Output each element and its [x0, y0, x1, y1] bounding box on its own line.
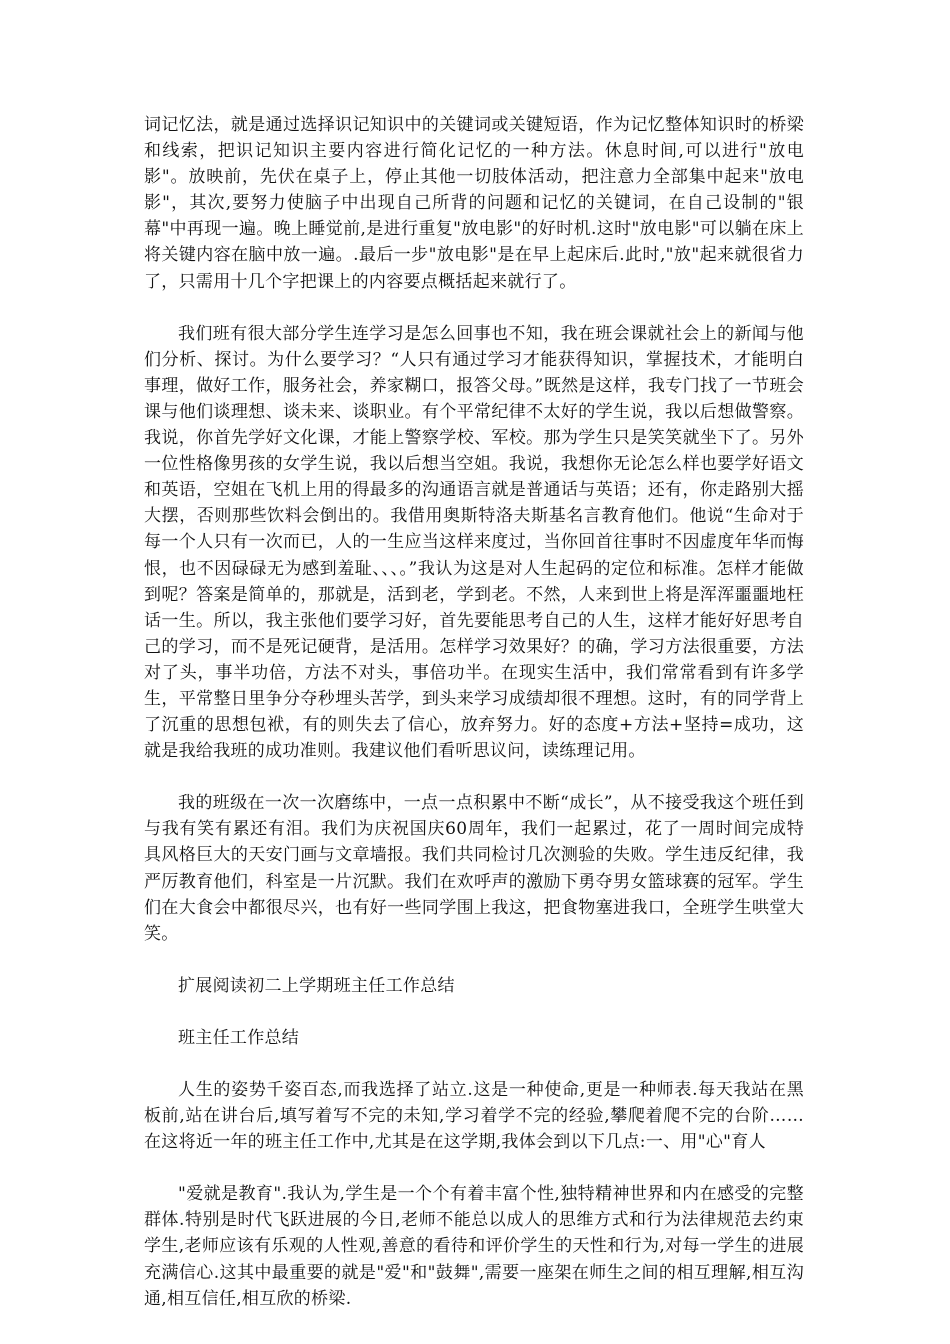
section-heading-extended-reading: 扩展阅读初二上学期班主任工作总结 — [178, 975, 455, 996]
paragraph-class-growth: 我的班级在一次一次磨练中，一点一点积累中不断“成长”，从不接受我这个班任到与我有笑有累还有泪。我们为庆祝国庆60周年，我们一起累过，花了一周时间完成特具风格巨大的天安门画与文章墙报。我们共同检讨几次测验的失败。学生违反纪律，我严厉教育他们，科室是一片沉默。我们在欢呼声的激励下勇夺男女篮球赛的冠军。学生们在大食会中都很尽兴，也有好一些同学围上我这，把食物塞进我口，全班学生哄堂大笑。 — [144, 793, 804, 944]
paragraph-class-study: 我们班有很大部分学生连学习是怎么回事也不知，我在班会课就社会上的新闻与他们分析、探讨。为什么要学习？“人只有通过学习才能获得知识，掌握技术，才能明白事理，做好工作，服务社会，养家糊口，报答父母。”既然是这样，我专门找了一节班会课与他们谈理想、谈未来、谈职业。有个平常纪律不太好的学生说，我以后想做警察。我说，你首先学好文化课，才能上警察学校、军校。那为学生只是笑笑就坐下了。另外一位性格像男孩的女学生说，我以后想当空姐。我说，我想你无论怎么样也要学好语文和英语，空姐在飞机上用的得最多的沟通语言就是普通话与英语；还有，你走路别大摇大摆，否则那些饮料会倒出的。我借用奥斯特洛夫斯基名言教育他们。他说“生命对于每一个人只有一次而已，人的一生应当这样来度过，当你回首往事时不因虚度年华而悔恨，也不因碌碌无为感到羞耻、、、。”我认为这是对人生起码的定位和标准。怎样才能做到呢？答案是简单的，那就是，活到老，学到老。不然，人来到世上将是浑浑噩噩地枉话一生。所以，我主张他们要学习好，首先要能思考自己的人生，这样才能好好思考自己的学习，而不是死记硬背，是活用。怎样学习效果好？的确，学习方法很重要，方法对了头，事半功倍，方法不对头，事倍功半。在现实生活中，我们常常看到有许多学生，平常整日里争分夺秒埋头苦学，到头来学习成绩却很不理想。这时，有的同学背上了沉重的思想包袱，有的则失去了信心，放弃努力。好的态度+方法+坚持=成功，这就是我给我班的成功准则。我建议他们看听思议问，读练理记用。 — [144, 323, 804, 762]
section-heading-summary: 班主任工作总结 — [178, 1027, 300, 1048]
paragraph-life-posture: 人生的姿势千姿百态,而我选择了站立.这是一种使命,更是一种师表.每天我站在黑板前,站在讲台后,填写着写不完的未知,学习着学不完的经验,攀爬着爬不完的台阶……在这将近一年的班主任工作中,尤其是在这学期,我体会到以下几点:一、用"心"育人 — [144, 1080, 804, 1153]
document-page — [144, 112, 804, 1338]
paragraph-keyword-memory: 词记忆法，就是通过选择识记知识中的关键词或关键短语，作为记忆整体知识时的桥梁和线索，把识记知识主要内容进行简化记忆的一种方法。休息时间,可以进行"放电影"。放映前，先伏在桌子上，停止其他一切肢体活动，把注意力全部集中起来"放电影"，其次,要努力使脑子中出现自己所背的问题和记忆的关键词，在自己设制的"银幕"中再现一遍。晚上睡觉前,是进行重复"放电影"的好时机.这时"放电影"可以躺在床上将关键内容在脑中放一遍。.最后一步"放电影"是在早上起床后.此时,"放"起来就很省力了，只需用十几个字把课上的内容要点概括起来就行了。 — [144, 115, 804, 292]
paragraph-love-education: "爱就是教育".我认为,学生是一个个有着丰富个性,独特精神世界和内在感受的完整群体.特别是时代飞跃进展的今日,老师不能总以成人的思维方式和行为法律规范去约束学生,老师应该有乐观的人性观,善意的看待和评价学生的天性和行为,对每一学生的进展充满信心.这其中最重要的就是"爱"和"鼓舞",需要一座架在师生之间的相互理解,相互沟通,相互信任,相互欣的桥梁. — [144, 1184, 804, 1309]
